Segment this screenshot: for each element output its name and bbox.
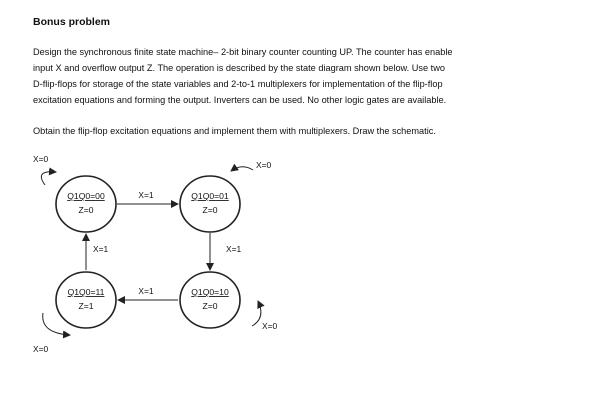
self-loop-11-arrow: [43, 313, 70, 335]
state-00-output: Z=0: [78, 205, 94, 215]
state-01-output: Z=0: [202, 205, 218, 215]
state-11-name: Q1Q0=11: [67, 287, 105, 297]
state-00-name: Q1Q0=00: [67, 191, 105, 201]
state-11: [56, 272, 116, 328]
transition-00-to-01-label: X=1: [138, 190, 154, 200]
self-loop-00-arrow: [41, 172, 56, 185]
description-line: D-flip-flops for storage of the state variables and 2-to-1 multiplexers for implementation of the flip-flop: [33, 79, 443, 89]
state-10: [180, 272, 240, 328]
state-01-circle: [180, 176, 240, 232]
self-loop-10-label: X=0: [262, 321, 278, 331]
state-10-circle: [180, 272, 240, 328]
state-10-name: Q1Q0=10: [191, 287, 229, 297]
transition-01-to-10-label: X=1: [226, 244, 242, 254]
state-11-circle: [56, 272, 116, 328]
self-loop-11-label: X=0: [33, 344, 49, 354]
task-instruction: Obtain the flip-flop excitation equations and implement them with multiplexers. Draw the schematic.: [33, 126, 436, 136]
description-line: Design the synchronous finite state machine– 2-bit binary counter counting UP. The counter has enable: [33, 47, 453, 57]
self-loop-01-label: X=0: [256, 160, 272, 170]
state-00: [56, 176, 116, 232]
problem-title: Bonus problem: [33, 16, 111, 28]
state-01-name: Q1Q0=01: [191, 191, 229, 201]
self-loop-01-arrow: [231, 167, 253, 171]
state-10-output: Z=0: [202, 301, 218, 311]
description-line: input X and overflow output Z. The operation is described by the state diagram shown below. Use two: [33, 63, 445, 73]
state-11-output: Z=1: [78, 301, 94, 311]
transition-10-to-11-label: X=1: [138, 286, 154, 296]
state-01: [180, 176, 240, 232]
description-line: excitation equations and forming the output. Inverters can be used. No other logic gates are available.: [33, 95, 447, 105]
self-loop-00-label: X=0: [33, 154, 49, 164]
transition-11-to-00-label: X=1: [93, 244, 109, 254]
state-00-circle: [56, 176, 116, 232]
self-loop-10-arrow: [252, 301, 261, 326]
